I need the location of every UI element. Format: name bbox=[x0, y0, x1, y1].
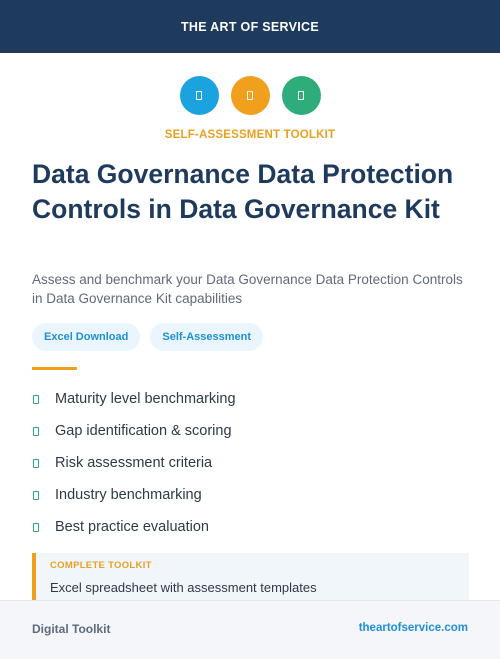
checkbox-icon bbox=[33, 491, 39, 500]
feature-item bbox=[32, 415, 236, 447]
feature-item bbox=[32, 383, 236, 415]
checkbox-icon bbox=[33, 459, 39, 468]
checkbox-icon bbox=[33, 395, 39, 404]
document-icon bbox=[231, 76, 270, 115]
tag-self-assessment: Self-Assessment bbox=[150, 323, 263, 351]
toolkit-kicker: SELF-ASSESSMENT TOOLKIT bbox=[164, 129, 336, 141]
checkbox-icon bbox=[33, 427, 39, 436]
feature-label: Risk assessment criteria bbox=[55, 455, 213, 471]
checkbox-icon bbox=[33, 523, 39, 532]
header-bar bbox=[0, 0, 500, 53]
feature-item bbox=[32, 447, 236, 479]
footer bbox=[0, 600, 500, 659]
feature-item bbox=[32, 511, 236, 543]
document-icon bbox=[180, 76, 219, 115]
feature-list bbox=[32, 383, 236, 543]
toolkit-callout bbox=[32, 553, 469, 600]
feature-label: Industry benchmarking bbox=[55, 487, 202, 503]
document-icon bbox=[282, 76, 321, 115]
footer-website-link[interactable]: theartofservice.com bbox=[358, 622, 468, 634]
page-subtitle: Assess and benchmark your Data Governance Data Protection Controls in Data Governance Kit capabilities bbox=[32, 272, 463, 306]
brand-name: THE ART OF SERVICE bbox=[180, 19, 320, 34]
accent-divider bbox=[32, 367, 77, 370]
tag-list bbox=[32, 323, 263, 351]
feature-label: Best practice evaluation bbox=[55, 519, 209, 535]
feature-item bbox=[32, 479, 236, 511]
callout-label: COMPLETE TOOLKIT bbox=[50, 560, 152, 571]
footer-label: Digital Toolkit bbox=[32, 622, 111, 636]
tag-excel-download: Excel Download bbox=[32, 323, 140, 351]
callout-text: Excel spreadsheet with assessment templates bbox=[50, 580, 317, 595]
feature-label: Maturity level benchmarking bbox=[55, 391, 236, 407]
page-title: Data Governance Data Protection Controls in Data Governance Kit bbox=[32, 159, 454, 224]
feature-label: Gap identification & scoring bbox=[55, 423, 232, 439]
icon-row bbox=[0, 76, 500, 115]
